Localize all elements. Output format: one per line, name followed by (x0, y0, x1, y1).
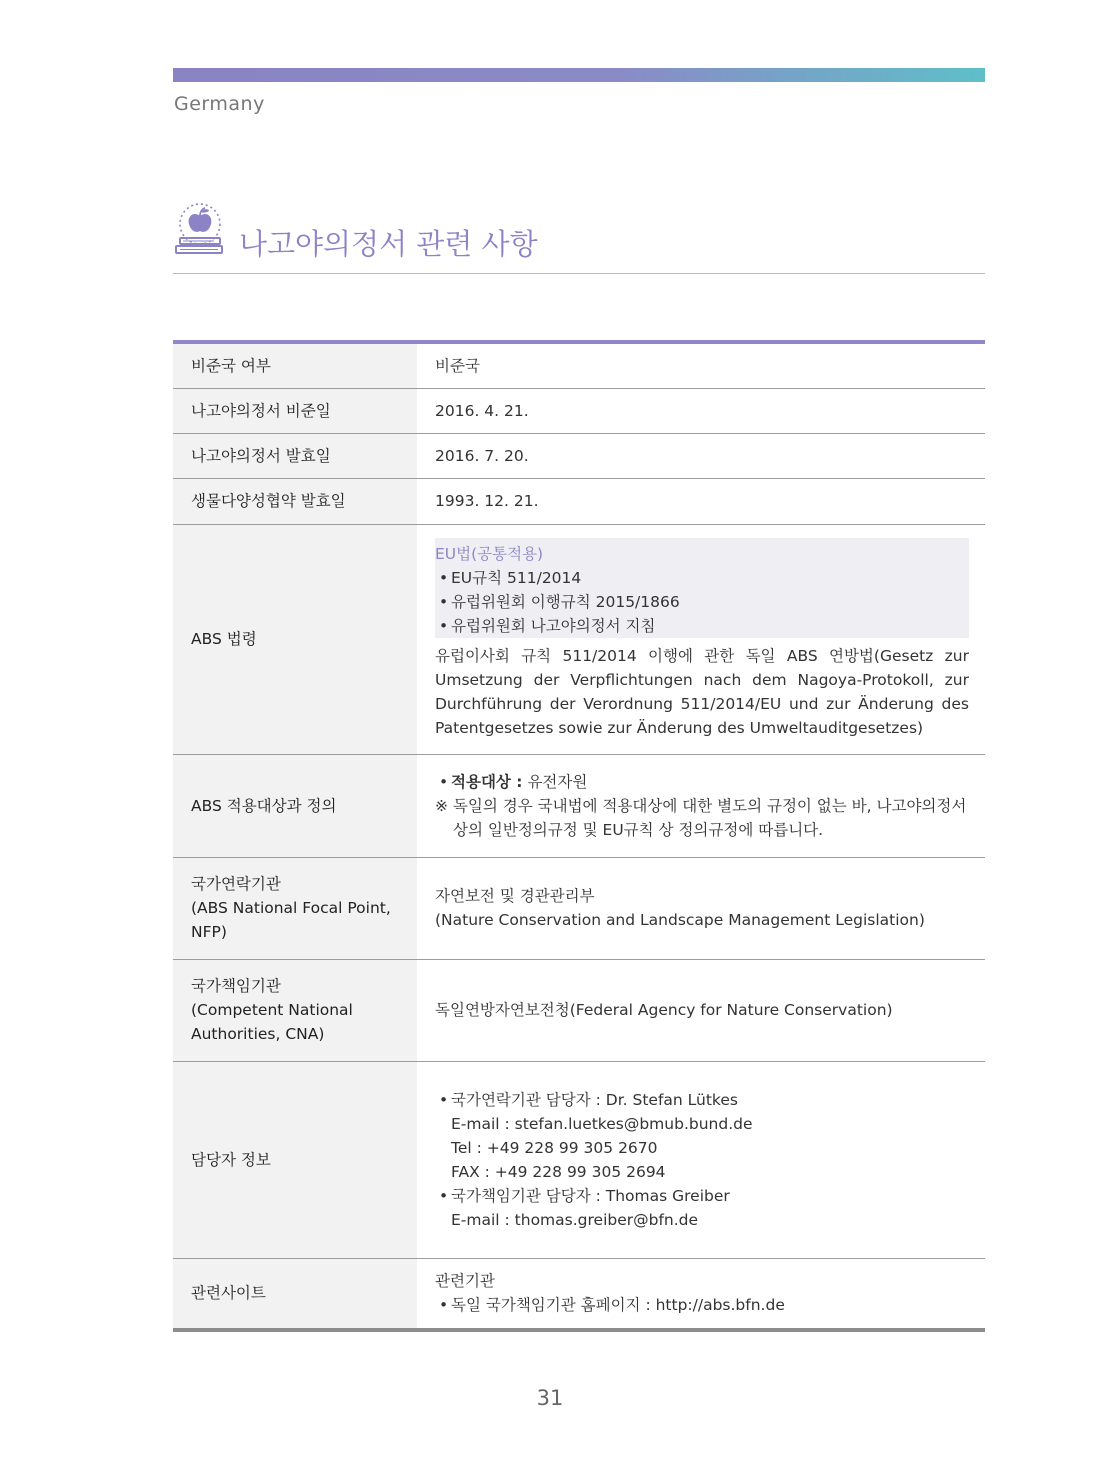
contact-email: E-mail : thomas.greiber@bfn.de (451, 1210, 699, 1229)
apple-on-books-icon (174, 202, 226, 260)
row-label: 나고야의정서 발효일 (173, 433, 417, 478)
table-row (173, 478, 985, 524)
table-row (173, 388, 985, 433)
contact-tel: Tel : +49 228 99 305 2670 (451, 1138, 658, 1157)
eu-law-box (435, 538, 969, 638)
page-number: 31 (536, 1386, 564, 1410)
row-value: 2016. 7. 20. (417, 433, 985, 478)
row-label: ABS 적용대상과 정의 (173, 754, 417, 857)
section-title: 나고야의정서 관련 사항 (239, 227, 538, 261)
eu-law-heading: EU법(공통적용) (435, 545, 544, 563)
list-item: • EU규칙 511/2014 (435, 566, 969, 590)
list-item: • 유럽위원회 나고야의정서 지침 (435, 614, 969, 638)
contact-fax: FAX : +49 228 99 305 2694 (451, 1162, 666, 1181)
list-item (435, 770, 969, 794)
row-label (173, 857, 417, 959)
section-header (173, 200, 985, 274)
label-line: NFP) (191, 923, 227, 941)
table-row (173, 857, 985, 959)
value-line: (Nature Conservation and Landscape Management Legislation) (435, 911, 925, 929)
list-item: • 유럽위원회 이행규칙 2015/1866 (435, 590, 969, 614)
header-color-bar (173, 68, 985, 82)
scope-note: ※ 독일의 경우 국내법에 적용대상에 대한 별도의 규정이 없는 바, 나고야의정서 상의 일반정의규정 및 EU규칙 상 정의규정에 따릅니다. (435, 796, 967, 839)
row-value (417, 1061, 985, 1258)
sites-heading: 관련기관 (435, 1272, 495, 1291)
row-value (417, 524, 985, 754)
country-name: Germany (174, 93, 265, 115)
table-row (173, 1258, 985, 1330)
table-row (173, 1061, 985, 1258)
row-label: 생물다양성협약 발효일 (173, 478, 417, 524)
row-value (417, 754, 985, 857)
value-line: 자연보전 및 경관관리부 (435, 887, 595, 905)
row-value: 1993. 12. 21. (417, 478, 985, 524)
label-line: Authorities, CNA) (191, 1025, 325, 1043)
label-line: 국가연락기관 (191, 875, 281, 893)
row-label: 비준국 여부 (173, 342, 417, 388)
list-item: • 국가책임기관 담당자 : Thomas Greiber (435, 1184, 969, 1208)
table-row (173, 524, 985, 754)
table-row (173, 959, 985, 1061)
row-value: 2016. 4. 21. (417, 388, 985, 433)
row-value: 독일연방자연보전청(Federal Agency for Nature Conservation) (417, 959, 985, 1061)
row-value (417, 1258, 985, 1330)
table-row (173, 754, 985, 857)
row-value (417, 857, 985, 959)
site-link[interactable]: • 독일 국가책임기관 홈페이지 : http://abs.bfn.de (435, 1293, 969, 1317)
row-label: 나고야의정서 비준일 (173, 388, 417, 433)
protocol-info-table (173, 340, 985, 1332)
row-value: 비준국 (417, 342, 985, 388)
contact-email: E-mail : stefan.luetkes@bmub.bund.de (451, 1114, 753, 1133)
national-law-text: 유럽이사회 규칙 511/2014 이행에 관한 독일 ABS 연방법(Gesetz zur Umsetzung der Verpflichtungen nach dem Nagoya-Protokoll, zur Durchführung der Verordnung 511/2014/EU und zur Änderung des Patentgesetzes sowie zur Änderung des Umweltauditgesetzes) (435, 647, 969, 737)
label-line: 국가책임기관 (191, 977, 281, 995)
row-label: 관련사이트 (173, 1258, 417, 1330)
row-label (173, 959, 417, 1061)
row-label: 담당자 정보 (173, 1061, 417, 1258)
scope-value: 유전자원 (527, 772, 588, 791)
label-line: (Competent National (191, 1001, 353, 1019)
list-item: • 국가연락기관 담당자 : Dr. Stefan Lütkes (435, 1088, 969, 1112)
scope-key: 적용대상 : (451, 772, 523, 791)
row-label: ABS 법령 (173, 524, 417, 754)
table-row (173, 433, 985, 478)
table-row (173, 342, 985, 388)
label-line: (ABS National Focal Point, (191, 899, 391, 917)
